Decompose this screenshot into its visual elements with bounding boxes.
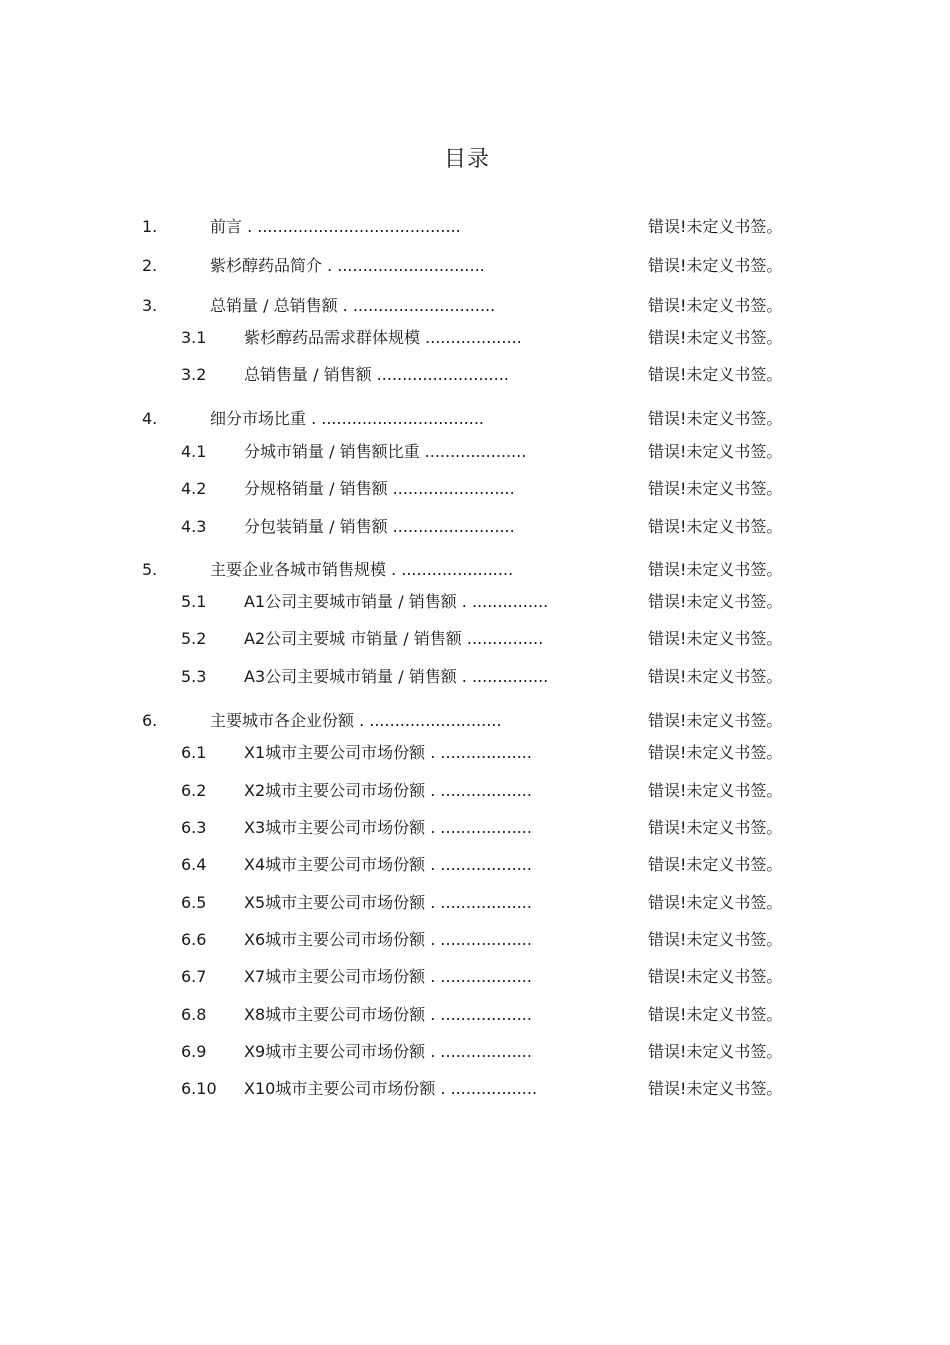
toc-entry-number: 6.4 (181, 855, 207, 874)
toc-entry-number: 6.10 (181, 1079, 217, 1098)
toc-entry[interactable] (0, 779, 950, 803)
toc-entry-title: X8城市主要公司市场份额 . .................. (244, 1005, 532, 1024)
toc-entry[interactable] (0, 558, 950, 582)
toc-entry[interactable] (0, 440, 950, 464)
toc-entry-title: 总销量 / 总销售额 . ............................ (210, 296, 496, 315)
toc-entry[interactable] (0, 665, 950, 689)
toc-entry[interactable] (0, 477, 950, 501)
toc-entry-title: X6城市主要公司市场份额 . .................. (244, 930, 532, 949)
toc-entry-page-ref: 错误!未定义书签。 (648, 711, 783, 730)
toc-entry-page-ref: 错误!未定义书签。 (648, 629, 783, 648)
toc-entry-title: 紫杉醇药品需求群体规模 ................... (244, 328, 522, 347)
toc-entry[interactable] (0, 326, 950, 350)
toc-entry-title: 总销售量 / 销售额 .......................... (244, 365, 509, 384)
toc-entry-page-ref: 错误!未定义书签。 (648, 517, 783, 536)
toc-entry-page-ref: 错误!未定义书签。 (648, 1005, 783, 1024)
toc-entry-number: 5.1 (181, 592, 207, 611)
toc-entry-page-ref: 错误!未定义书签。 (648, 1079, 783, 1098)
toc-entry-number: 5.3 (181, 667, 207, 686)
toc-entry[interactable] (0, 816, 950, 840)
toc-entry-number: 3.1 (181, 328, 207, 347)
toc-entry-page-ref: 错误!未定义书签。 (648, 893, 783, 912)
toc-entry-page-ref: 错误!未定义书签。 (648, 592, 783, 611)
toc-entry-page-ref: 错误!未定义书签。 (648, 296, 783, 315)
toc-entry-page-ref: 错误!未定义书签。 (648, 217, 783, 236)
toc-entry-title: X3城市主要公司市场份额 . .................. (244, 818, 532, 837)
toc-entry-title: X5城市主要公司市场份额 . .................. (244, 893, 532, 912)
toc-entry-page-ref: 错误!未定义书签。 (648, 365, 783, 384)
toc-entry-page-ref: 错误!未定义书签。 (648, 855, 783, 874)
toc-entry-title: 分规格销量 / 销售额 ........................ (244, 479, 515, 498)
toc-entry[interactable] (0, 254, 950, 278)
toc-entry-number: 1. (142, 217, 158, 236)
page-title: 目录 (443, 147, 490, 172)
toc-entry-title: X9城市主要公司市场份额 . .................. (244, 1042, 532, 1061)
toc-entry[interactable] (0, 965, 950, 989)
toc-entry-page-ref: 错误!未定义书签。 (648, 560, 783, 579)
toc-entry-page-ref: 错误!未定义书签。 (648, 409, 783, 428)
toc-entry[interactable] (0, 928, 950, 952)
toc-entry-title: X4城市主要公司市场份额 . .................. (244, 855, 532, 874)
toc-entry[interactable] (0, 294, 950, 318)
toc-entry-title: A1公司主要城市销量 / 销售额 . ............... (244, 592, 549, 611)
toc-entry[interactable] (0, 590, 950, 614)
toc-entry[interactable] (0, 215, 950, 239)
toc-entry-number: 6.7 (181, 967, 207, 986)
toc-entry-page-ref: 错误!未定义书签。 (648, 818, 783, 837)
toc-entry-title: X2城市主要公司市场份额 . .................. (244, 781, 532, 800)
toc-entry-number: 6.9 (181, 1042, 207, 1061)
toc-entry[interactable] (0, 1003, 950, 1027)
toc-entry[interactable] (0, 515, 950, 539)
toc-entry-number: 3. (142, 296, 158, 315)
toc-entry-number: 4.1 (181, 442, 207, 461)
toc-entry-title: X10城市主要公司市场份额 . ................. (244, 1079, 538, 1098)
toc-entry[interactable] (0, 709, 950, 733)
toc-entry-number: 5.2 (181, 629, 207, 648)
toc-entry-number: 6.6 (181, 930, 207, 949)
toc-entry-number: 5. (142, 560, 158, 579)
toc-entry-title: A2公司主要城 市销量 / 销售额 ............... (244, 629, 544, 648)
toc-entry-number: 4.3 (181, 517, 207, 536)
toc-entry[interactable] (0, 741, 950, 765)
toc-entry-title: 主要城市各企业份额 . .......................... (210, 711, 502, 730)
toc-entry-page-ref: 错误!未定义书签。 (648, 328, 783, 347)
toc-entry-number: 6.1 (181, 743, 207, 762)
toc-entry[interactable] (0, 1040, 950, 1064)
toc-entry[interactable] (0, 1077, 950, 1101)
toc-entry-title: 分包装销量 / 销售额 ........................ (244, 517, 515, 536)
toc-entry-page-ref: 错误!未定义书签。 (648, 930, 783, 949)
toc-entry-page-ref: 错误!未定义书签。 (648, 1042, 783, 1061)
toc-entry-number: 6.5 (181, 893, 207, 912)
toc-entry-title: 主要企业各城市销售规模 . ...................... (210, 560, 514, 579)
toc-entry[interactable] (0, 363, 950, 387)
toc-entry-page-ref: 错误!未定义书签。 (648, 743, 783, 762)
toc-entry-title: 分城市销量 / 销售额比重 .................... (244, 442, 527, 461)
toc-entry-page-ref: 错误!未定义书签。 (648, 781, 783, 800)
toc-entry[interactable] (0, 407, 950, 431)
toc-entry-number: 6.2 (181, 781, 207, 800)
toc-entry-number: 6.3 (181, 818, 207, 837)
toc-entry-title: X7城市主要公司市场份额 . .................. (244, 967, 532, 986)
toc-entry-number: 4.2 (181, 479, 207, 498)
toc-entry-number: 6. (142, 711, 158, 730)
toc-entry[interactable] (0, 891, 950, 915)
toc-entry-title: 细分市场比重 . ................................ (210, 409, 485, 428)
toc-entry-title: A3公司主要城市销量 / 销售额 . ............... (244, 667, 549, 686)
toc-entry-number: 4. (142, 409, 158, 428)
toc-entry-page-ref: 错误!未定义书签。 (648, 442, 783, 461)
toc-entry-number: 6.8 (181, 1005, 207, 1024)
toc-entry[interactable] (0, 627, 950, 651)
toc-entry-title: 紫杉醇药品简介 . ............................. (210, 256, 485, 275)
toc-entry-title: X1城市主要公司市场份额 . .................. (244, 743, 532, 762)
toc-entry[interactable] (0, 853, 950, 877)
toc-entry-title: 前言 . ........................................ (210, 217, 461, 236)
toc-entry-page-ref: 错误!未定义书签。 (648, 967, 783, 986)
toc-entry-number: 2. (142, 256, 158, 275)
toc-entry-page-ref: 错误!未定义书签。 (648, 479, 783, 498)
toc-entry-page-ref: 错误!未定义书签。 (648, 667, 783, 686)
toc-entry-page-ref: 错误!未定义书签。 (648, 256, 783, 275)
toc-entry-number: 3.2 (181, 365, 207, 384)
